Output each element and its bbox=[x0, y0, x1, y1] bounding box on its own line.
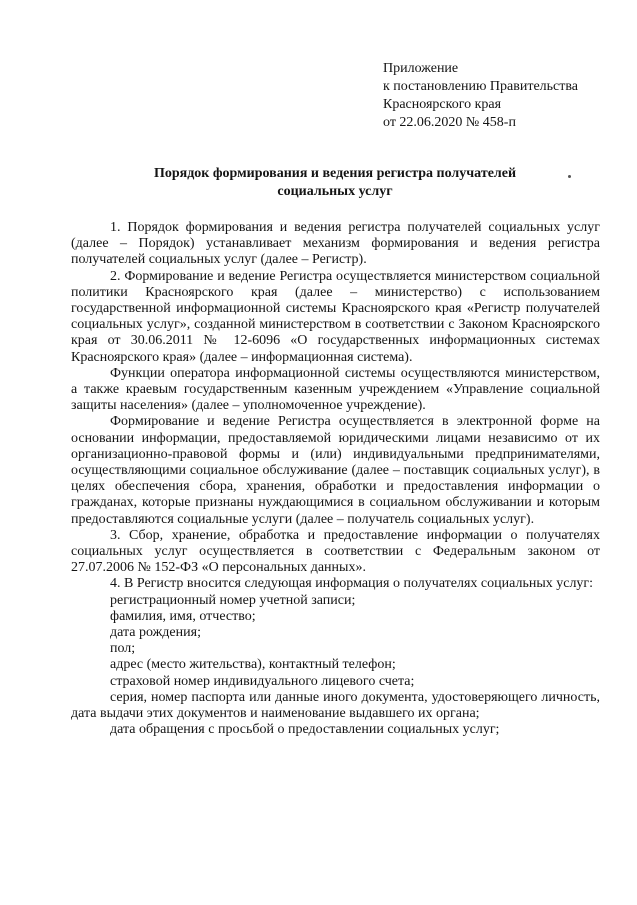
paragraph-4: Формирование и ведение Регистра осуществляется в электронной форме на основании информации, предоставляемой юридическими лицами независимо от их организационно-правовой формы и (или) индивидуальными предпринимателями, осуществляющими социальное обслуживание (далее – поставщик социальных услуг), в целях обеспечения сбора, хранения, обработки и предоставления информации о гражданах, которые признаны нуждающимися в социальном обслуживании и которым предоставляются социальные услуги (далее – получатель социальных услуг). bbox=[71, 414, 600, 527]
appendix-line: Приложение bbox=[383, 61, 459, 76]
paragraph-5: 3. Сбор, хранение, обработка и предоставление информации о получателях социальных услуг осуществляется в соответствии с Федеральным законом от 27.07.2006 № 152-ФЗ «О персональных данных». bbox=[71, 527, 600, 576]
list-item: регистрационный номер учетной записи; bbox=[110, 592, 356, 608]
title-line-1: Порядок формирования и ведения регистра получателей bbox=[153, 166, 517, 181]
paragraph-3: Функции оператора информационной системы осуществляются министерством, а также краевым государственным казенным учреждением «Управление социальной защиты населения» (далее – уполномоченное учреждение). bbox=[71, 365, 600, 414]
list-item: адрес (место жительства), контактный телефон; bbox=[110, 657, 396, 673]
document-body bbox=[71, 220, 600, 739]
appendix-header bbox=[383, 60, 578, 132]
title-line-2: социальных услуг bbox=[277, 184, 393, 199]
list-item: дата рождения; bbox=[110, 625, 201, 641]
list-item: пол; bbox=[110, 641, 136, 657]
list-item: страховой номер индивидуального лицевого счета; bbox=[110, 673, 415, 689]
appendix-line: Красноярского края bbox=[383, 97, 502, 112]
document-title bbox=[70, 165, 600, 201]
list-item: фамилия, имя, отчество; bbox=[110, 608, 256, 624]
appendix-line: к постановлению Правительства bbox=[383, 79, 579, 94]
paragraph-6: 4. В Регистр вносится следующая информация о получателях социальных услуг: bbox=[110, 576, 594, 592]
paragraph-2: 2. Формирование и ведение Регистра осуществляется министерством социальной политики Красноярского края (далее – министерство) с использованием государственной информационной системы Красноярского края «Регистр получателей социальных услуг», созданной министерством в соответствии с Законом Красноярского края от 30.06.2011 № 12-6096 «О государственных информационных системах Красноярского края» (далее – информационная система). bbox=[71, 268, 600, 365]
list-item: серия, номер паспорта или данные иного документа, удостоверяющего личность, дата выдачи этих документов и наименование выдавшего их органа; bbox=[71, 689, 600, 722]
list-item: дата обращения с просьбой о предоставлении социальных услуг; bbox=[110, 722, 500, 738]
scan-speck bbox=[568, 175, 571, 178]
appendix-line: от 22.06.2020 № 458-п bbox=[383, 115, 516, 130]
paragraph-1: 1. Порядок формирования и ведения регистра получателей социальных услуг (далее – Порядок) устанавливает механизм формирования и ведения регистра получателей социальных услуг (далее – Регистр). bbox=[71, 220, 600, 268]
